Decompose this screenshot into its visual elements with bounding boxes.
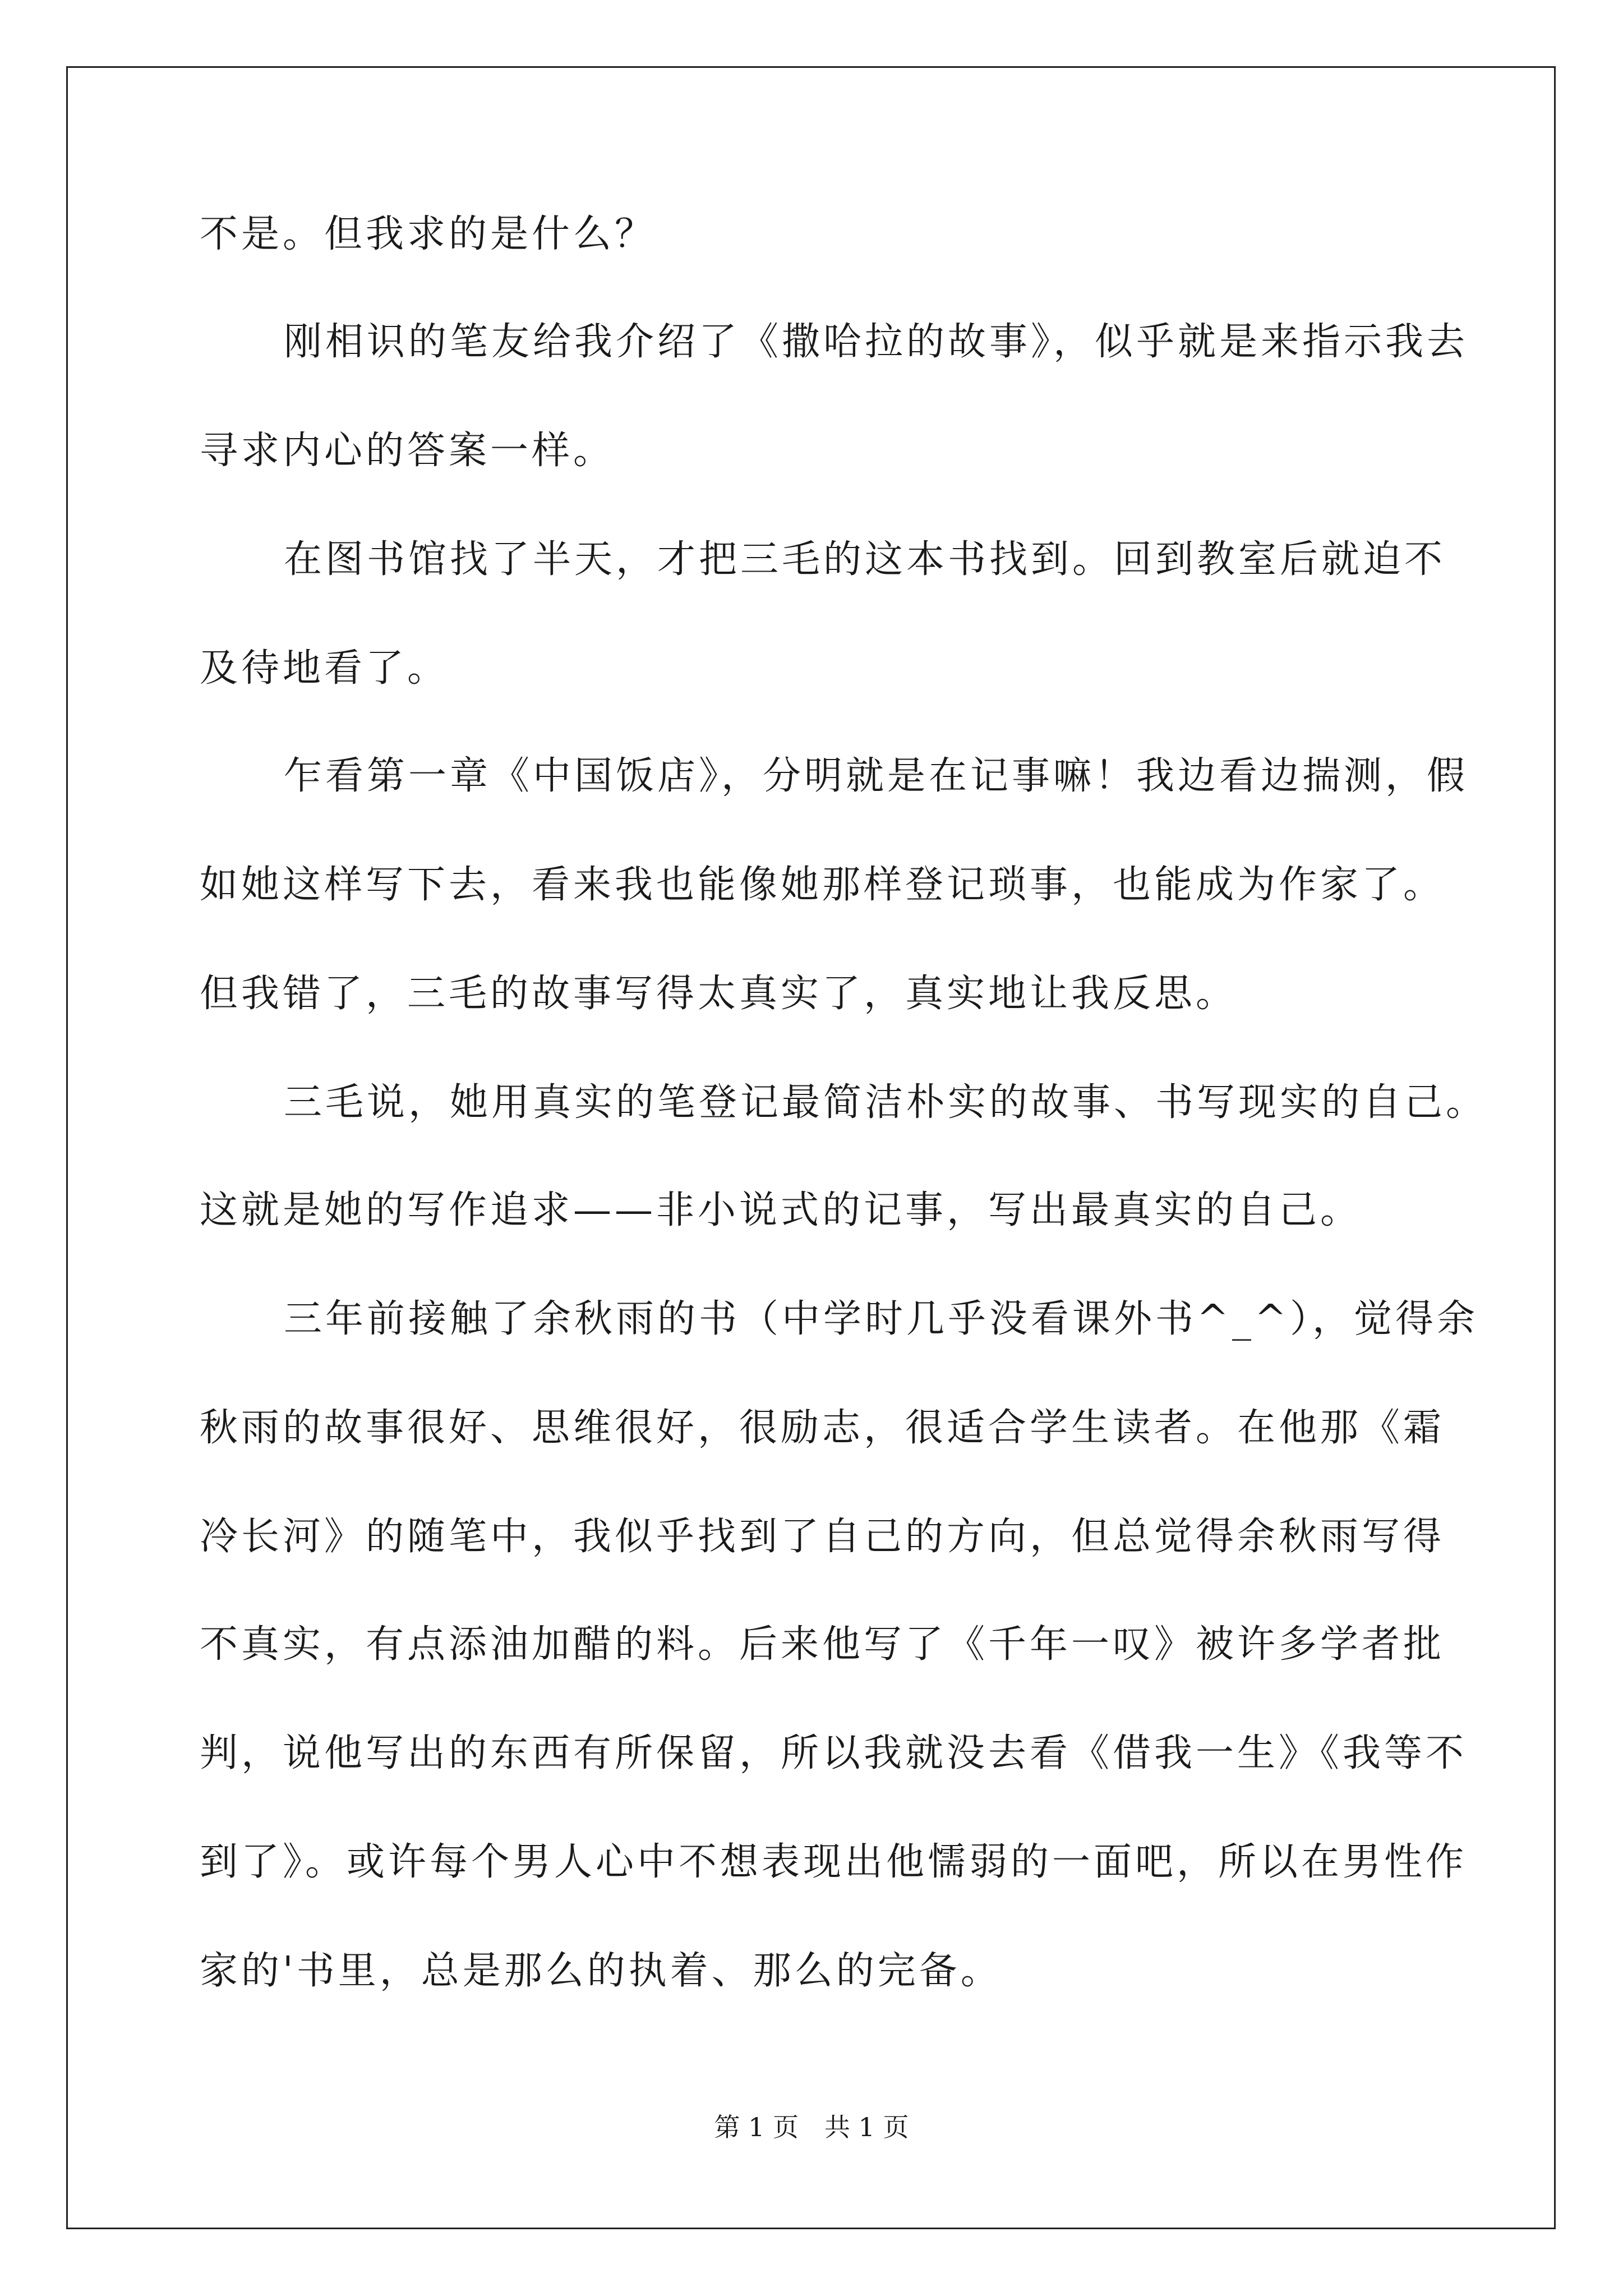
text-line: 在图书馆找了半天，才把三毛的这本书找到。回到教室后就迫不 <box>284 537 1446 582</box>
text-line: 判，说他写出的东西有所保留，所以我就没去看《借我一生》《我等不 <box>200 1731 1468 1775</box>
text-line: 秋雨的故事很好、思维很好，很励志，很适合学生读者。在他那《霜 <box>200 1406 1445 1450</box>
text-line: 三毛说，她用真实的笔登记最简洁朴实的故事、书写现实的自己。 <box>284 1080 1488 1125</box>
text-line: 但我错了，三毛的故事写得太真实了，真实地让我反思。 <box>200 972 1238 1016</box>
page-border <box>66 66 1556 2229</box>
text-line: 及待地看了。 <box>200 646 449 691</box>
text-line: 寻求内心的答案一样。 <box>200 429 615 473</box>
page-number-footer: 第 1 页 共 1 页 <box>714 2112 909 2142</box>
text-line: 刚相识的笔友给我介绍了《撒哈拉的故事》，似乎就是来指示我去 <box>284 320 1469 364</box>
text-line: 到了》。或许每个男人心中不想表现出他懦弱的一面吧，所以在男性作 <box>200 1840 1468 1884</box>
text-line: 如她这样写下去，看来我也能像她那样登记琐事，也能成为作家了。 <box>200 863 1445 907</box>
text-line: 冷长河》的随笔中，我似乎找到了自己的方向，但总觉得余秋雨写得 <box>200 1515 1445 1559</box>
text-line: 不真实，有点添油加醋的料。后来他写了《千年一叹》被许多学者批 <box>200 1622 1445 1667</box>
text-line: 三年前接触了余秋雨的书（中学时几乎没看课外书^_^），觉得余 <box>284 1297 1478 1341</box>
text-line: 这就是她的写作追求——非小说式的记事，写出最真实的自己。 <box>200 1188 1362 1232</box>
text-line: 家的'书里，总是那么的执着、那么的完备。 <box>200 1949 1002 1993</box>
text-line: 乍看第一章《中国饭店》，分明就是在记事嘛！我边看边揣测，假 <box>284 754 1469 798</box>
text-line: 不是。但我求的是什么？ <box>200 212 657 256</box>
